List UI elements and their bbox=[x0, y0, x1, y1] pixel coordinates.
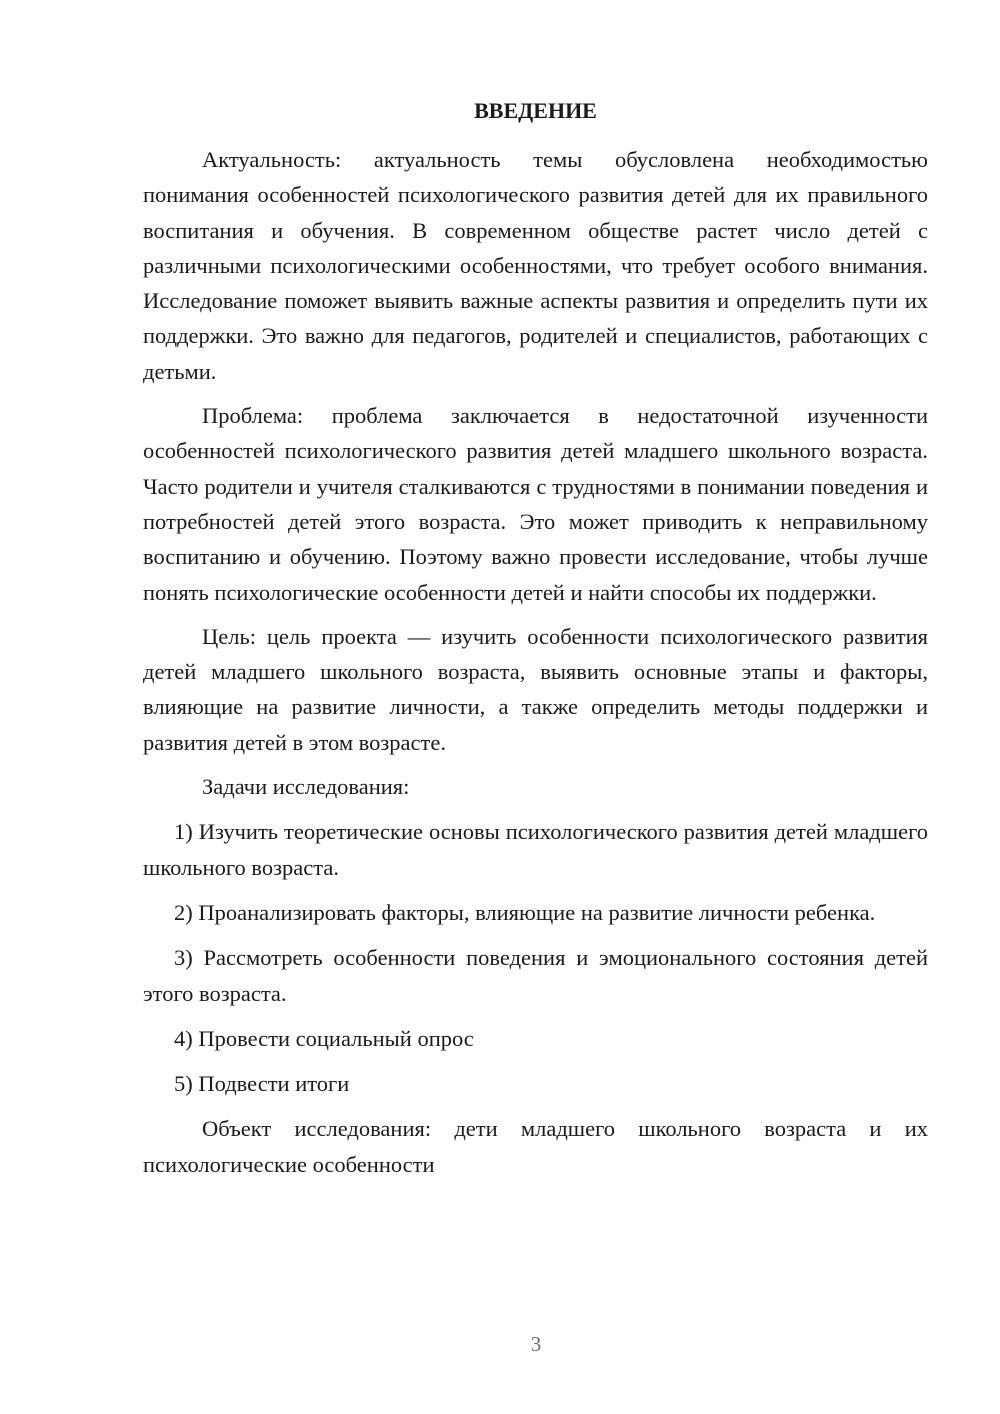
tasks-heading: Задачи исследования: bbox=[202, 774, 410, 800]
page-number: 3 bbox=[530, 1332, 542, 1356]
section-title: ВВЕДЕНИЕ bbox=[474, 98, 597, 123]
page-content bbox=[143, 94, 928, 1191]
paragraph-object: Объект исследования: дети младшего школьного возраста и их психологические особенности bbox=[143, 1116, 928, 1177]
task-item-4: 4) Провести социальный опрос bbox=[174, 1025, 474, 1051]
paragraph-goal: Цель: цель проекта — изучить особенности психологического развития детей младшего школьного возраста, выявить основные этапы и факторы, влияющие на развитие личности, а также определить методы поддержки и развития детей в этом возрасте. bbox=[143, 623, 928, 755]
paragraph-relevance: Актуальность: актуальность темы обусловлена необходимостью понимания особенностей психологического развития детей для их правильного воспитания и обучения. В современном обществе растет число детей с различными психологическими особенностями, что требует особого внимания. Исследование поможет выявить важные аспекты развития и определить пути их поддержки. Это важно для педагогов, родителей и специалистов, работающих с детьми. bbox=[143, 147, 928, 384]
task-item-2: 2) Проанализировать факторы, влияющие на развитие личности ребенка. bbox=[174, 899, 876, 925]
paragraph-problem: Проблема: проблема заключается в недостаточной изученности особенностей психологического развития детей младшего школьного возраста. Часто родители и учителя сталкиваются с трудностями в понимании поведения и потребностей детей этого возраста. Это может приводить к неправильному воспитанию и обучению. Поэтому важно провести исследование, чтобы лучше понять психологические особенности детей и найти способы их поддержки. bbox=[143, 403, 928, 605]
task-item-1: 1) Изучить теоретические основы психологического развития детей младшего школьного возраста. bbox=[143, 819, 928, 880]
task-item-5: 5) Подвести итоги bbox=[174, 1071, 350, 1097]
task-item-3: 3) Рассмотреть особенности поведения и эмоционального состояния детей этого возраста. bbox=[143, 945, 928, 1006]
